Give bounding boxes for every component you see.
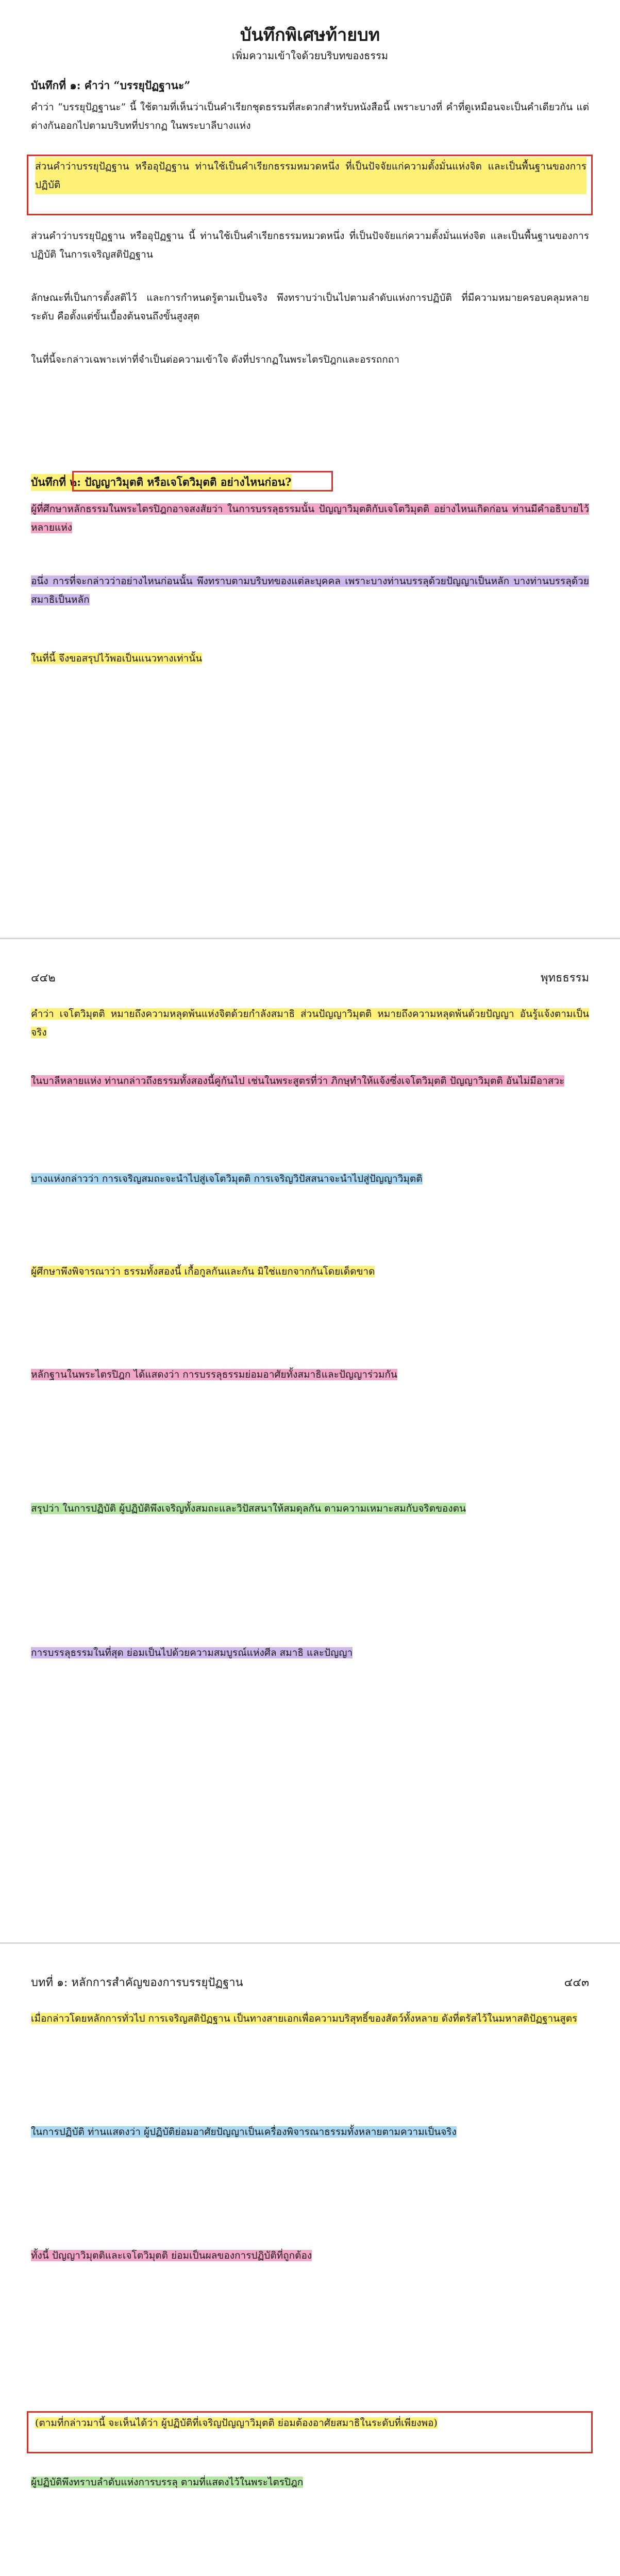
page-separator	[0, 938, 620, 939]
p2-para-4	[31, 1262, 589, 1281]
p3-para-4-text: ผู้ปฏิบัติพึงทราบลำดับแห่งการบรรลุ ตามที่แสดงไว้ในพระไตรปิฎก	[31, 2477, 304, 2488]
page-2	[0, 953, 620, 1932]
p3-para-2	[31, 2123, 589, 2141]
page-number: ๔๔๒	[31, 972, 56, 985]
note2-heading: บันทึกที่ ๒: ปัญญาวิมุตติ หรือเจโตวิมุตติ อย่างไหนก่อน?	[31, 474, 292, 491]
p2-para-6	[31, 1499, 589, 1518]
boxed-text-1: ส่วนคำว่าบรรยุปัฏฐาน หรืออุปัฏฐาน ท่านใช้เป็นคำเรียกธรรมหมวดหนึ่ง ที่เป็นปัจจัยแก่ความตั้งมั่นแห่งจิต และเป็นพื้นฐานของการปฏิบัติ	[35, 157, 587, 194]
p3-para-1-text: เมื่อกล่าวโดยหลักการทั่วไป การเจริญสติปัฏฐาน เป็นทางสายเอกเพื่อความบริสุทธิ์ของสัตว์ทั้งหลาย ดังที่ตรัสไว้ในมหาสติปัฏฐานสูตร	[31, 2013, 578, 2024]
page-1	[0, 0, 620, 927]
note2-para-2-text: อนึ่ง การที่จะกล่าวว่าอย่างไหนก่อนนั้น พึงทราบตามบริบทของแต่ละบุคคล เพราะบางท่านบรรลุด้วยปัญญาเป็นหลัก บางท่านบรรลุด้วยสมาธิเป็นหลัก	[31, 575, 589, 605]
running-title: พุทธธรรม	[541, 972, 589, 985]
note1-para-3: ลักษณะที่เป็นการตั้งสติไว้ และการกำหนดรู้ตามเป็นจริง พึงทราบว่าเป็นไปตามลำดับแห่งการปฏิบัติ ที่มีความหมายครอบคลุมหลายระดับ คือตั้งแต่ขั้นเบื้องต้นจนถึงขั้นสูงสุด	[31, 292, 589, 322]
note2-para-2	[31, 572, 589, 609]
page-separator	[0, 1942, 620, 1944]
p3-para-2-text: ในการปฏิบัติ ท่านแสดงว่า ผู้ปฏิบัติย่อมอาศัยปัญญาเป็นเครื่องพิจารณาธรรมทั้งหลายตามความเป็นจริง	[31, 2126, 457, 2138]
note1-para-2: ส่วนคำว่าบรรยุปัฏฐาน หรืออุปัฏฐาน นี้ ท่านใช้เป็นคำเรียกธรรมหมวดหนึ่ง ที่เป็นปัจจัยแก่ความตั้งมั่นแห่งจิต และเป็นพื้นฐานของการปฏิบัติ ในการเจริญสติปัฏฐาน	[31, 230, 589, 260]
p2-para-7-text: การบรรลุธรรมในที่สุด ย่อมเป็นไปด้วยความสมบูรณ์แห่งศีล สมาธิ และปัญญา	[31, 1647, 353, 1658]
p2-para-5-text: หลักฐานในพระไตรปิฎก ได้แสดงว่า การบรรลุธรรมย่อมอาศัยทั้งสมาธิและปัญญาร่วมกัน	[31, 1369, 397, 1380]
p3-para-4	[31, 2473, 589, 2492]
page-header	[31, 1973, 589, 1994]
note2-para-3	[31, 649, 589, 668]
note2-para-3-text: ในที่นี้ จึงขอสรุปไว้พอเป็นแนวทางเท่านั้น	[31, 653, 203, 664]
p2-para-1	[31, 1005, 589, 1042]
note1-heading: บันทึกที่ ๑: คำว่า “บรรยุปัฏฐานะ”	[31, 79, 191, 92]
p3-para-1	[31, 2009, 589, 2028]
red-box-2	[72, 471, 333, 492]
p3-boxed	[35, 2414, 587, 2432]
page-header	[31, 969, 589, 989]
p2-para-3-text: บางแห่งกล่าวว่า การเจริญสมถะจะนำไปสู่เจโตวิมุตติ การเจริญวิปัสสนาจะนำไปสู่ปัญญาวิมุตติ	[31, 1173, 423, 1184]
page-title: บันทึกพิเศษท้ายบท	[240, 25, 380, 45]
p2-para-2	[31, 1072, 589, 1090]
p3-para-3	[31, 2246, 589, 2265]
p2-para-7	[31, 1643, 589, 1662]
p2-para-2-text: ในบาลีหลายแห่ง ท่านกล่าวถึงธรรมทั้งสองนี้คู่กันไป เช่นในพระสูตรที่ว่า ภิกษุทำให้แจ้งซึ่งเจโตวิมุตติ ปัญญาวิมุตติ อันไม่มีอาสวะ	[31, 1075, 565, 1087]
page-subtitle: เพิ่มความเข้าใจด้วยบริบทของธรรม	[231, 49, 389, 62]
p2-para-6-text: สรุปว่า ในการปฏิบัติ ผู้ปฏิบัติพึงเจริญทั้งสมถะและวิปัสสนาให้สมดุลกัน ตามความเหมาะสมกับจริตของตน	[31, 1503, 466, 1514]
p2-para-5	[31, 1365, 589, 1384]
note1-para-4: ในที่นี้จะกล่าวเฉพาะเท่าที่จำเป็นต่อความเข้าใจ ดังที่ปรากฏในพระไตรปิฎกและอรรถกถา	[31, 354, 399, 365]
p2-para-4-text: ผู้ศึกษาพึงพิจารณาว่า ธรรมทั้งสองนี้ เกื้อกูลกันและกัน มิใช่แยกจากกันโดยเด็ดขาด	[31, 1266, 375, 1277]
page-number: ๔๔๓	[564, 1976, 589, 1989]
p2-para-3	[31, 1170, 589, 1188]
p3-para-3-text: ทั้งนี้ ปัญญาวิมุตติและเจโตวิมุตติ ย่อมเป็นผลของการปฏิบัติที่ถูกต้อง	[31, 2250, 312, 2261]
note2-para-1-text: ผู้ที่ศึกษาหลักธรรมในพระไตรปิฎกอาจสงสัยว่า ในการบรรลุธรรมนั้น ปัญญาวิมุตติกับเจโตวิมุตติ อย่างไหนเกิดก่อน ท่านมีคำอธิบายไว้หลายแห่ง	[31, 503, 589, 533]
note2-para-1	[31, 500, 589, 537]
running-title: บทที่ ๑: หลักการสำคัญของการบรรยุปัฏฐาน	[31, 1976, 243, 1989]
note1-para-1: คำว่า “บรรยุปัฏฐานะ” นี้ ใช้ตามที่เห็นว่าเป็นคำเรียกชุดธรรมที่สะดวกสำหรับหนังสือนี้ เพราะบางที่ คำที่ดูเหมือนจะเป็นคำเดียวกัน แต่ต่างกันออกไปตามบริบทที่ปรากฏ ในพระบาลีบางแห่ง	[31, 101, 589, 131]
p2-para-1-text: คำว่า เจโตวิมุตติ หมายถึงความหลุดพ้นแห่งจิตด้วยกำลังสมาธิ ส่วนปัญญาวิมุตติ หมายถึงความหลุดพ้นด้วยปัญญา อันรู้แจ้งตามเป็นจริง	[31, 1008, 589, 1038]
page-3	[0, 1958, 620, 2576]
p3-boxed-text: (ตามที่กล่าวมานี้ จะเห็นได้ว่า ผู้ปฏิบัติที่เจริญปัญญาวิมุตติ ย่อมต้องอาศัยสมาธิในระดับที่เพียงพอ)	[35, 2417, 438, 2429]
